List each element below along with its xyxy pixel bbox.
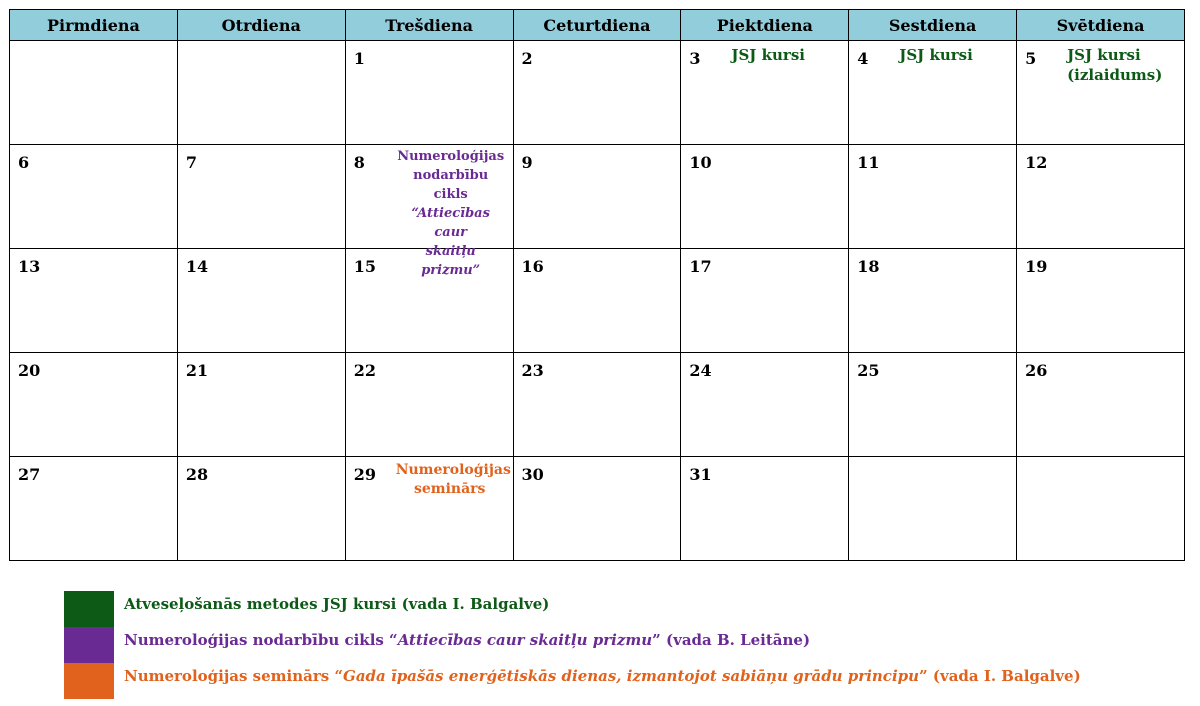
calendar-table: [9, 9, 1185, 561]
day-number: 6: [18, 153, 30, 172]
day-cell-17: [681, 249, 849, 353]
day-cell-18: [849, 249, 1017, 353]
day-number: 5: [1025, 49, 1037, 68]
day-cell-14: [177, 249, 345, 353]
day-number: 21: [185, 361, 209, 380]
weekday-sunday: Svētdiena: [1017, 10, 1185, 41]
day-number: 18: [857, 257, 880, 276]
day-cell-empty: [177, 41, 345, 145]
day-cell-3: [681, 41, 849, 145]
day-number: 26: [1025, 361, 1048, 380]
day-number: 16: [521, 257, 544, 276]
day-cell-2: [513, 41, 681, 145]
event-label-line: (izlaidums): [1067, 66, 1163, 84]
day-number: 10: [689, 153, 712, 172]
legend-text-pre: Numeroloģijas seminārs “: [124, 667, 344, 685]
day-cell-11: [849, 145, 1017, 249]
event-label-line: Numeroloģijas: [395, 462, 511, 478]
legend-text-plain: Atveseļošanās metodes JSJ kursi (vada I. Balgalve): [124, 595, 550, 613]
day-number: 27: [18, 465, 41, 484]
day-cell-31: [681, 457, 849, 561]
day-cell-22: [345, 353, 513, 457]
day-number: 1: [353, 49, 365, 68]
legend-text-pre: Numeroloģijas nodarbību cikls “: [124, 631, 398, 649]
day-number: 4: [857, 49, 869, 68]
event-label: JSJ kursi: [899, 46, 973, 64]
day-cell-empty: [1017, 457, 1185, 561]
weekday-monday: Pirmdiena: [10, 10, 178, 41]
legend-text-italic: Gada īpašās enerģētiskās dienas, izmantojot sabiāņu grādu principu: [343, 667, 920, 685]
legend-text-post: ” (vada I. Balgalve): [919, 667, 1081, 685]
event-label-line: JSJ kursi: [1067, 46, 1141, 64]
legend-label: [124, 667, 1081, 685]
day-number: 29: [353, 465, 376, 484]
day-number: 11: [857, 153, 880, 172]
day-cell-30: [513, 457, 681, 561]
day-number: 13: [18, 257, 41, 276]
event-label-line: Numeroloģijas: [397, 149, 505, 164]
legend-text-post: ” (vada B. Leitāne): [652, 631, 811, 649]
weekday-saturday: Sestdiena: [849, 10, 1017, 41]
legend-swatch-purple: [64, 627, 114, 663]
day-cell-26: [1017, 353, 1185, 457]
day-cell-21: [177, 353, 345, 457]
day-cell-19: [1017, 249, 1185, 353]
day-cell-12: [1017, 145, 1185, 249]
day-number: 23: [521, 361, 544, 380]
event-label-line: skaitļu prizmu”: [421, 244, 481, 278]
day-cell-7: [177, 145, 345, 249]
day-cell-16: [513, 249, 681, 353]
week-row-2: [10, 145, 1185, 249]
legend-swatch-orange: [64, 663, 114, 699]
day-number: 22: [353, 361, 376, 380]
day-cell-28: [177, 457, 345, 561]
day-number: 14: [185, 257, 209, 276]
day-number: 3: [689, 49, 701, 68]
event-numerology-seminar: [395, 461, 511, 499]
day-number: 28: [185, 465, 209, 484]
day-number: 30: [521, 465, 544, 484]
legend-label: [124, 595, 549, 613]
day-number: 25: [857, 361, 880, 380]
day-cell-6: [10, 145, 178, 249]
day-number: 24: [689, 361, 712, 380]
day-number: 2: [521, 49, 533, 68]
weekday-thursday: Ceturtdiena: [513, 10, 681, 41]
event-label-line: “Attiecības caur: [411, 206, 490, 240]
day-number: 19: [1025, 257, 1048, 276]
legend-swatch-green: [64, 591, 114, 627]
weekday-wednesday: Trešdiena: [345, 10, 513, 41]
day-cell-20: [10, 353, 178, 457]
day-cell-5: [1017, 41, 1185, 145]
day-cell-25: [849, 353, 1017, 457]
day-cell-23: [513, 353, 681, 457]
day-cell-empty: [849, 457, 1017, 561]
event-jsj-kursi: [731, 45, 805, 65]
weekday-friday: Piektdiena: [681, 10, 849, 41]
week-row-1: [10, 41, 1185, 145]
event-jsj-kursi-izlaidums: [1067, 45, 1162, 85]
day-cell-10: [681, 145, 849, 249]
day-number: 20: [18, 361, 41, 380]
day-cell-4: [849, 41, 1017, 145]
event-label-line: seminārs: [413, 481, 486, 497]
day-number: 31: [689, 465, 712, 484]
legend-text-italic: Attiecības caur skaitļu prizmu: [397, 631, 653, 649]
day-number: 8: [353, 153, 365, 172]
week-row-5: [10, 457, 1185, 561]
day-cell-29: [345, 457, 513, 561]
event-jsj-kursi: [899, 45, 973, 65]
week-row-3: [10, 249, 1185, 353]
event-label: JSJ kursi: [731, 46, 805, 64]
day-cell-1: [345, 41, 513, 145]
day-cell-13: [10, 249, 178, 353]
day-cell-15: [345, 249, 513, 353]
day-number: 9: [521, 153, 533, 172]
day-number: 17: [689, 257, 712, 276]
week-row-4: [10, 353, 1185, 457]
weekday-tuesday: Otrdiena: [177, 10, 345, 41]
day-number: 12: [1025, 153, 1048, 172]
weekday-header-row: [10, 10, 1185, 41]
day-cell-9: [513, 145, 681, 249]
day-cell-24: [681, 353, 849, 457]
day-cell-27: [10, 457, 178, 561]
legend-label: [124, 631, 810, 649]
event-label-line: nodarbību cikls: [413, 168, 489, 202]
day-cell-empty: [10, 41, 178, 145]
day-number: 7: [185, 153, 197, 172]
day-number: 15: [353, 257, 376, 276]
